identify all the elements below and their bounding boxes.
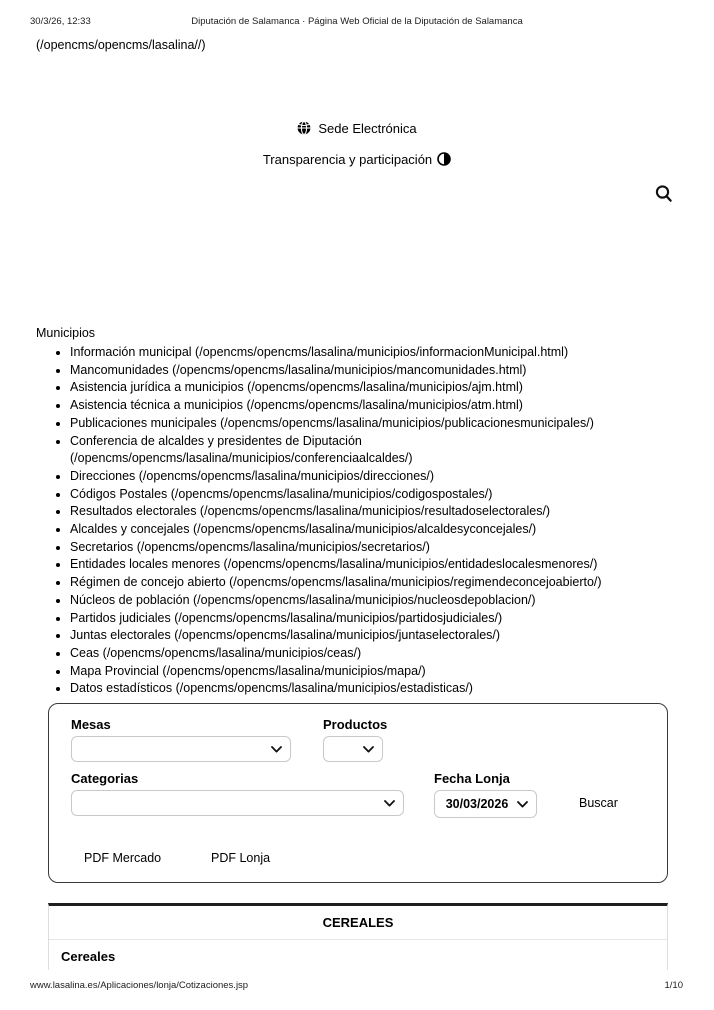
cereales-table xyxy=(48,903,668,970)
productos-select[interactable] xyxy=(323,736,383,762)
municipios-list-item[interactable]: • Entidades locales menores (/opencms/opencms/lasalina/municipios/entidadeslocalesmenores/) xyxy=(70,556,682,574)
municipios-list-item[interactable]: • Direcciones (/opencms/opencms/lasalina/municipios/direcciones/) xyxy=(70,468,682,486)
print-footer-page-number: 1/10 xyxy=(664,980,683,991)
productos-label: Productos xyxy=(323,717,388,732)
municipios-list-item[interactable]: • Resultados electorales (/opencms/opencms/lasalina/municipios/resultadoselectorales/) xyxy=(70,503,682,521)
sede-label: Sede Electrónica xyxy=(318,121,417,136)
municipios-list-item[interactable]: • Partidos judiciales (/opencms/opencms/lasalina/municipios/partidosjudiciales/) xyxy=(70,610,682,628)
search-button[interactable] xyxy=(653,183,677,207)
municipios-list-item[interactable]: • Régimen de concejo abierto (/opencms/opencms/lasalina/municipios/regimendeconcejoabierto/) xyxy=(70,574,682,592)
fecha-lonja-select[interactable] xyxy=(434,790,537,818)
globe-icon xyxy=(297,121,311,135)
chevron-down-icon xyxy=(517,801,528,808)
cereales-table-header: CEREALES xyxy=(49,906,667,940)
nav-sede-electronica[interactable] xyxy=(0,121,714,136)
categorias-select[interactable] xyxy=(71,790,404,816)
municipios-list xyxy=(36,344,682,698)
categorias-label: Categorias xyxy=(71,771,139,786)
half-circle-contrast-icon xyxy=(437,152,451,166)
chevron-down-icon xyxy=(271,746,282,753)
print-footer-url: www.lasalina.es/Aplicaciones/lonja/Cotizaciones.jsp xyxy=(30,980,249,991)
fecha-lonja-select-value: 30/03/2026 xyxy=(445,797,509,811)
municipios-list-item[interactable]: • Juntas electorales (/opencms/opencms/lasalina/municipios/juntaselectorales/) xyxy=(70,627,682,645)
fecha-lonja-label: Fecha Lonja xyxy=(434,771,510,786)
magnifier-icon xyxy=(653,183,677,205)
municipios-list-item[interactable]: • Asistencia técnica a municipios (/opencms/opencms/lasalina/municipios/atm.html) xyxy=(70,397,682,415)
municipios-list-item[interactable]: • Secretarios (/opencms/opencms/lasalina/municipios/secretarios/) xyxy=(70,539,682,557)
lonja-filter-panel xyxy=(48,703,668,883)
municipios-list-item[interactable]: • Alcaldes y concejales (/opencms/opencms/lasalina/municipios/alcaldesyconcejales/) xyxy=(70,521,682,539)
print-datetime: 30/3/26, 12:33 xyxy=(30,16,91,27)
pdf-lonja-link[interactable]: PDF Lonja xyxy=(211,851,271,865)
municipios-list-item[interactable]: • Mancomunidades (/opencms/opencms/lasalina/municipios/mancomunidades.html) xyxy=(70,362,682,380)
pdf-mercado-link[interactable]: PDF Mercado xyxy=(84,851,162,865)
transparencia-label: Transparencia y participación xyxy=(262,152,433,167)
municipios-heading: Municipios xyxy=(36,326,96,340)
cereales-subheader: Cereales xyxy=(61,949,116,964)
municipios-list-item[interactable]: • Publicaciones municipales (/opencms/opencms/lasalina/municipios/publicacionesmunicipales/) xyxy=(70,415,682,433)
municipios-list-item[interactable]: • Núcleos de población (/opencms/opencms/lasalina/municipios/nucleosdepoblacion/) xyxy=(70,592,682,610)
municipios-list-item[interactable]: • Ceas (/opencms/opencms/lasalina/municipios/ceas/) xyxy=(70,645,682,663)
municipios-list-item[interactable]: • Conferencia de alcaldes y presidentes de Diputación (/opencms/opencms/lasalina/municipios/conferenciaalcaldes/) xyxy=(70,433,682,468)
mesas-select[interactable] xyxy=(71,736,291,762)
home-link[interactable]: (/opencms/opencms/lasalina//) xyxy=(36,38,206,52)
buscar-button[interactable]: Buscar xyxy=(579,796,618,810)
municipios-list-item[interactable]: • Mapa Provincial (/opencms/opencms/lasalina/municipios/mapa/) xyxy=(70,663,682,681)
municipios-list-item[interactable]: • Códigos Postales (/opencms/opencms/lasalina/municipios/codigospostales/) xyxy=(70,486,682,504)
mesas-label: Mesas xyxy=(71,717,111,732)
municipios-list-item[interactable]: • Información municipal (/opencms/opencms/lasalina/municipios/informacionMunicipal.html) xyxy=(70,344,682,362)
chevron-down-icon xyxy=(384,800,395,807)
nav-transparencia[interactable] xyxy=(0,152,714,167)
municipios-list-item[interactable]: • Asistencia jurídica a municipios (/opencms/opencms/lasalina/municipios/ajm.html) xyxy=(70,379,682,397)
print-title: Diputación de Salamanca · Página Web Oficial de la Diputación de Salamanca xyxy=(191,16,523,27)
chevron-down-icon xyxy=(363,746,374,753)
municipios-list-item[interactable]: • Datos estadísticos (/opencms/opencms/lasalina/municipios/estadisticas/) xyxy=(70,680,682,698)
